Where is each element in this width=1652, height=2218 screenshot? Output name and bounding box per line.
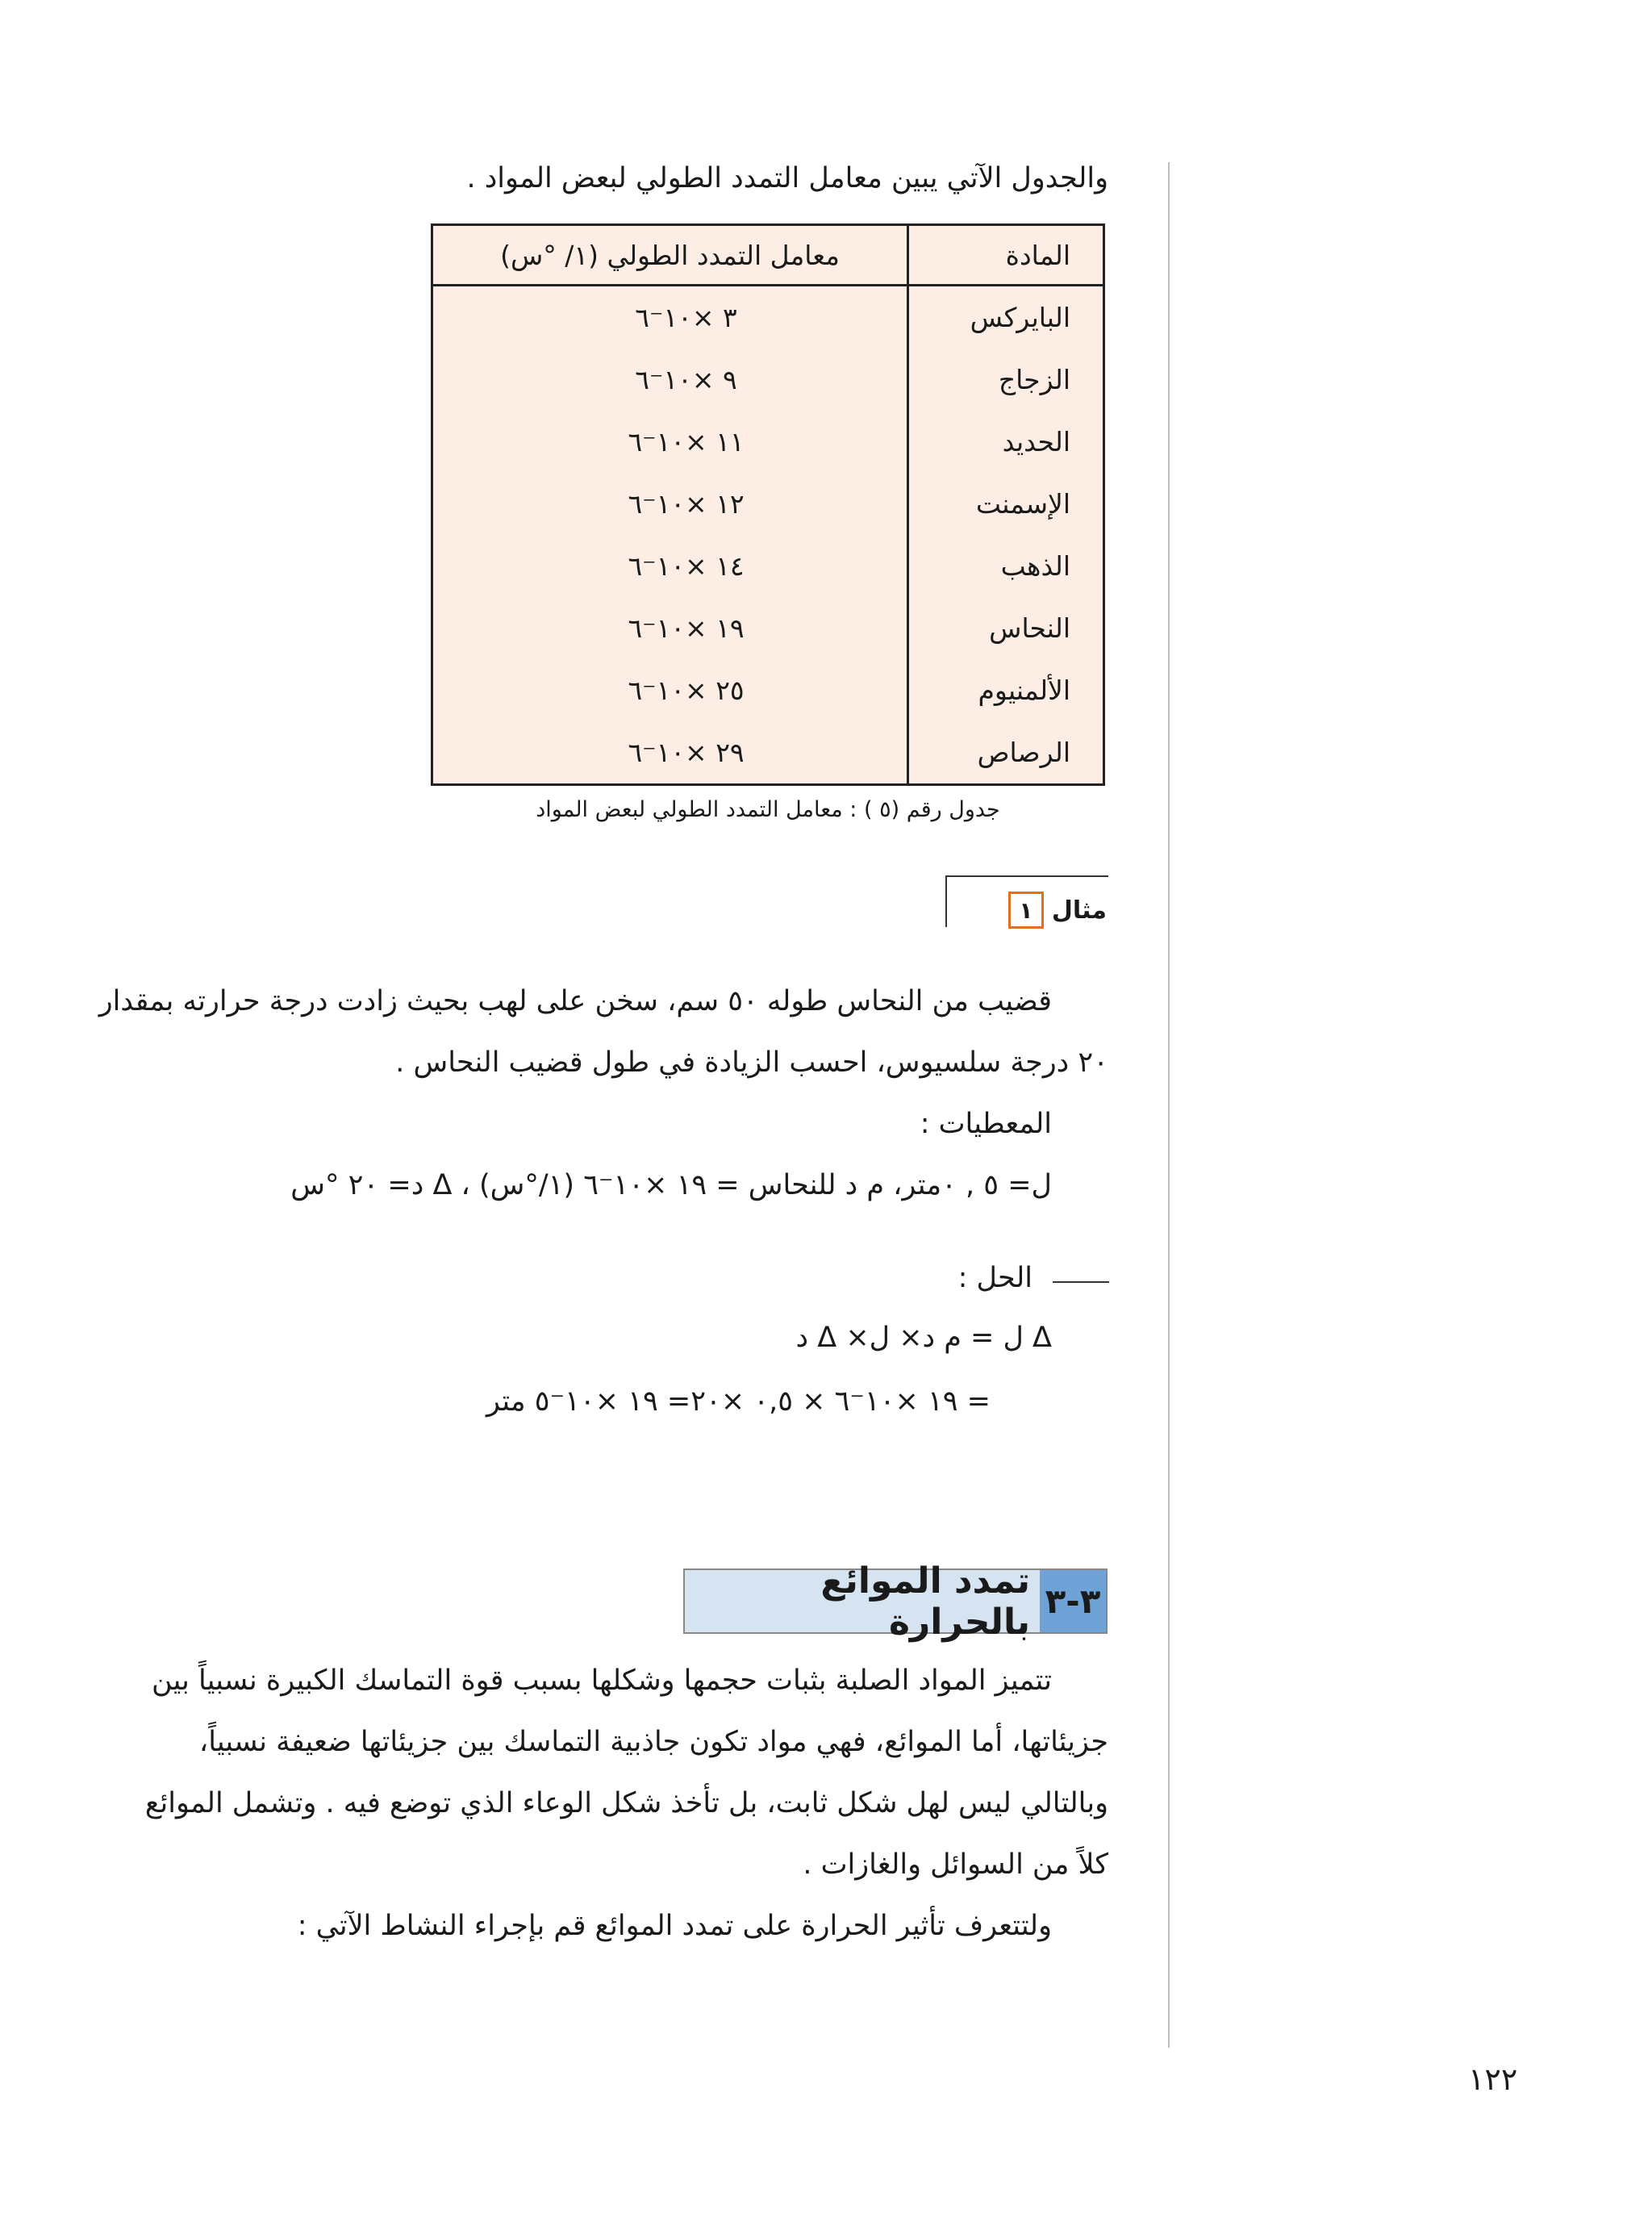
table-caption: جدول رقم (٥ ) : معامل التمدد الطولي لبعض المواد — [536, 797, 1000, 822]
solution-formula: Δ ل = م د× ل× Δ د — [795, 1322, 1052, 1354]
problem-line: قضيب من النحاس طوله ٥٠ سم، سخن على لهب بحيث زادت درجة حرارته بمقدار — [98, 985, 1052, 1017]
table-row — [432, 535, 1104, 597]
material-cell: الذهب — [908, 535, 1104, 597]
intro-text: والجدول الآتي يبين معامل التمدد الطولي لبعض المواد . — [466, 162, 1108, 194]
problem-line: ٢٠ درجة سلسيوس، احسب الزيادة في طول قضيب النحاس . — [395, 1046, 1108, 1079]
section-number: ٣-٣ — [1040, 1570, 1106, 1632]
coefficient-cell: ١٤ ×١٠⁻٦ — [432, 535, 908, 597]
table-row — [432, 721, 1104, 785]
body-line: كلاً من السوائل والغازات . — [803, 1848, 1108, 1881]
material-cell: الرصاص — [908, 721, 1104, 785]
body-line: ولتتعرف تأثير الحرارة على تمدد الموائع قم بإجراء النشاط الآتي : — [297, 1910, 1052, 1942]
material-cell: النحاس — [908, 597, 1104, 659]
example-label — [1008, 892, 1107, 929]
coefficient-cell: ٢٩ ×١٠⁻٦ — [432, 721, 908, 785]
page-number: ١٢٢ — [1468, 2061, 1518, 2097]
solution-label: الحل : — [957, 1262, 1032, 1294]
material-cell: البايركس — [908, 286, 1104, 349]
table-row — [432, 286, 1104, 349]
solution-divider — [1053, 1281, 1109, 1283]
example-title: مثال — [1051, 896, 1107, 925]
section-body — [106, 1650, 1108, 1957]
table-row — [432, 473, 1104, 535]
margin-rule — [1168, 162, 1170, 2048]
coefficient-cell: ١١ ×١٠⁻٦ — [432, 411, 908, 473]
example-problem — [98, 971, 1108, 1216]
body-line: وبالتالي ليس لهل شكل ثابت، بل تأخذ شكل الوعاء الذي توضع فيه . وتشمل الموائع — [144, 1787, 1108, 1819]
coefficient-cell: ٣ ×١٠⁻٦ — [432, 286, 908, 349]
body-line: جزيئاتها، أما الموائع، فهي مواد تكون جاذبية التماسك بين جزيئاتها ضعيفة نسبياً، — [198, 1726, 1108, 1758]
table-row — [432, 411, 1104, 473]
coefficient-cell: ٢٥ ×١٠⁻٦ — [432, 659, 908, 721]
coefficient-cell: ٩ ×١٠⁻٦ — [432, 349, 908, 411]
header-coefficient: معامل التمدد الطولي (١/ °س) — [432, 225, 908, 286]
body-line: تتميز المواد الصلبة بثبات حجمها وشكلها بسبب قوة التماسك الكبيرة نسبياً بين — [151, 1665, 1052, 1697]
material-cell: الحديد — [908, 411, 1104, 473]
material-cell: الزجاج — [908, 349, 1104, 411]
coefficient-cell: ١٢ ×١٠⁻٦ — [432, 473, 908, 535]
section-title: تمدد الموائع بالحرارة — [820, 1560, 1030, 1643]
coefficient-cell: ١٩ ×١٠⁻٦ — [432, 597, 908, 659]
expansion-table — [431, 223, 1105, 786]
table-header-row — [432, 225, 1104, 286]
material-cell: الألمنيوم — [908, 659, 1104, 721]
givens: ل= ٥ , ٠متر، م د للنحاس = ١٩ ×١٠⁻٦ (١/°س) ، Δ د= ٢٠ °س — [290, 1169, 1052, 1201]
givens-label: المعطيات : — [920, 1108, 1052, 1140]
material-cell: الإسمنت — [908, 473, 1104, 535]
table-row — [432, 659, 1104, 721]
section-heading — [683, 1560, 1108, 1643]
header-material: المادة — [908, 225, 1104, 286]
solution-result: = ١٩ ×١٠⁻٦ × ٠,٥ ×٢٠= ١٩ ×١٠⁻٥ متر — [486, 1385, 991, 1418]
table-row — [432, 349, 1104, 411]
example-number: ١ — [1008, 892, 1044, 929]
table-row — [432, 597, 1104, 659]
